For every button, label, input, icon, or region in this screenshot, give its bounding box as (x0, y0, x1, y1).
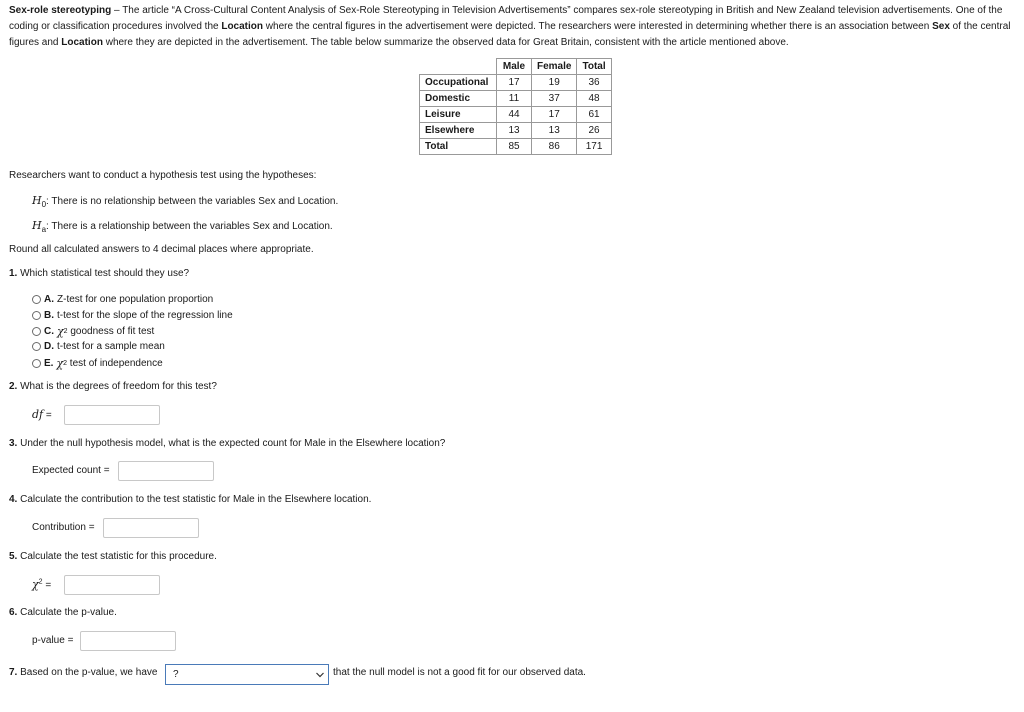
chi-symbol: χ (57, 325, 64, 338)
df-input[interactable] (64, 405, 160, 425)
table-cell: 19 (532, 75, 577, 91)
row-label: Total (420, 139, 497, 155)
ha-symbol: H (32, 219, 42, 232)
keyword-location: Location (221, 21, 264, 32)
radio-button[interactable] (32, 327, 41, 336)
expected-count-input[interactable] (118, 461, 214, 481)
question-number: 3. (9, 438, 18, 449)
rounding-note: Round all calculated answers to 4 decimal places where appropriate. (9, 244, 314, 255)
option-text: t-test for a sample mean (57, 341, 165, 352)
table-cell: 61 (577, 107, 611, 123)
question-text: Based on the p-value, we have (17, 667, 158, 678)
keyword-location-2: Location (61, 37, 103, 48)
question-text: What is the degrees of freedom for this test? (17, 381, 217, 392)
table-row-total (420, 139, 612, 155)
question-1 (9, 268, 189, 279)
option-text: test of independence (67, 358, 163, 369)
question-text: Which statistical test should they use? (17, 268, 190, 279)
table-header-male: Male (497, 59, 532, 75)
question-6 (9, 607, 117, 618)
question-number: 5. (9, 551, 18, 562)
df-symbol: df (32, 408, 44, 421)
option-letter: C. (44, 326, 54, 337)
null-hypothesis (32, 194, 338, 209)
question-number: 7. (9, 667, 18, 678)
question-3 (9, 438, 445, 449)
question-2 (9, 381, 217, 392)
row-label: Leisure (420, 107, 497, 123)
option-letter: A. (44, 294, 54, 305)
df-label (32, 408, 52, 421)
question-text: Calculate the test statistic for this procedure. (17, 551, 217, 562)
intro-text-2: where the central figures in the advertisement were depicted. The researchers were interested in determining whether there is an association between (263, 21, 933, 32)
superscript: 2 (38, 578, 43, 586)
table-cell: 171 (577, 139, 611, 155)
equals-sign: = (43, 410, 52, 421)
question-5 (9, 551, 217, 562)
table-header-row (420, 59, 612, 75)
chevron-down-icon (315, 666, 325, 691)
table-header-total: Total (577, 59, 611, 75)
table-cell: 44 (497, 107, 532, 123)
contribution-label: Contribution = (32, 522, 95, 533)
option-text: goodness of fit test (67, 326, 155, 337)
alternative-hypothesis (32, 219, 333, 234)
table-cell: 86 (532, 139, 577, 155)
table-cell: 13 (532, 123, 577, 139)
row-label: Domestic (420, 91, 497, 107)
superscript: 2 (63, 360, 68, 367)
h0-symbol: H (32, 194, 42, 207)
question-text: Calculate the contribution to the test statistic for Male in the Elsewhere location. (17, 494, 372, 505)
table-cell: 26 (577, 123, 611, 139)
intro-text-3: of the central figures and (9, 21, 1011, 48)
problem-intro (9, 3, 1017, 51)
select-value: ? (173, 669, 179, 680)
table-row (420, 123, 612, 139)
row-label: Elsewhere (420, 123, 497, 139)
radio-button[interactable] (32, 311, 41, 320)
question-number: 2. (9, 381, 18, 392)
intro-text-4: where they are depicted in the advertisement. The table below summarize the observed data for Great Britain, consistent with the article mentioned above. (102, 37, 789, 48)
option-letter: B. (44, 310, 54, 321)
radio-button[interactable] (32, 295, 41, 304)
table-row (420, 107, 612, 123)
table-cell: 17 (532, 107, 577, 123)
question-text: Under the null hypothesis model, what is the expected count for Male in the Elsewhere location? (17, 438, 446, 449)
keyword-sex: Sex (932, 21, 950, 32)
question-number: 1. (9, 268, 18, 279)
option-e[interactable] (32, 357, 163, 370)
table-row (420, 91, 612, 107)
h0-text: : There is no relationship between the variables Sex and Location. (46, 196, 339, 207)
chi-symbol: χ (32, 578, 39, 591)
ha-subscript: a (41, 225, 47, 234)
table-cell: 37 (532, 91, 577, 107)
chi-symbol: χ (56, 357, 64, 370)
table-header-female: Female (532, 59, 577, 75)
p-value-input[interactable] (80, 631, 176, 651)
option-d[interactable] (32, 341, 165, 352)
hypotheses-intro: Researchers want to conduct a hypothesis test using the hypotheses: (9, 170, 317, 181)
chi-square-input[interactable] (64, 575, 160, 595)
question-number: 4. (9, 494, 18, 505)
table-row (420, 75, 612, 91)
table-cell: 85 (497, 139, 532, 155)
option-letter: E. (44, 358, 54, 369)
problem-title: Sex-role stereotyping (9, 5, 112, 16)
ha-text: : There is a relationship between the variables Sex and Location. (46, 221, 333, 232)
radio-button[interactable] (32, 359, 41, 368)
table-cell: 48 (577, 91, 611, 107)
expected-count-label: Expected count = (32, 465, 110, 476)
question-4 (9, 494, 371, 505)
table-cell: 11 (497, 91, 532, 107)
question-text: Calculate the p-value. (17, 607, 117, 618)
evidence-select[interactable] (165, 664, 329, 685)
option-c[interactable] (32, 325, 154, 338)
table-corner-cell (420, 59, 497, 75)
question-7 (9, 667, 157, 678)
superscript: 2 (63, 328, 68, 335)
h0-subscript: 0 (41, 200, 47, 209)
option-letter: D. (44, 341, 54, 352)
table-cell: 36 (577, 75, 611, 91)
radio-button[interactable] (32, 342, 41, 351)
chi-square-label (32, 578, 51, 591)
contribution-input[interactable] (103, 518, 199, 538)
question-number: 6. (9, 607, 18, 618)
option-b[interactable] (32, 310, 233, 321)
option-text: Z-test for one population proportion (57, 294, 214, 305)
option-a[interactable] (32, 294, 213, 305)
row-label: Occupational (420, 75, 497, 91)
intro-text-1: – The article “A Cross-Cultural Content Analysis of Sex-Role Stereotyping in Television Advertisements” compares sex-role stereotyping in British and New Zealand television advertisements. One of the coding or classification procedures involved the (9, 5, 1003, 32)
table-cell: 17 (497, 75, 532, 91)
equals-sign: = (42, 580, 52, 591)
question-7-after-text: that the null model is not a good fit for our observed data. (333, 667, 586, 678)
table-cell: 13 (497, 123, 532, 139)
p-value-label: p-value = (32, 635, 74, 646)
observed-data-table (419, 58, 612, 155)
option-text: t-test for the slope of the regression line (57, 310, 233, 321)
